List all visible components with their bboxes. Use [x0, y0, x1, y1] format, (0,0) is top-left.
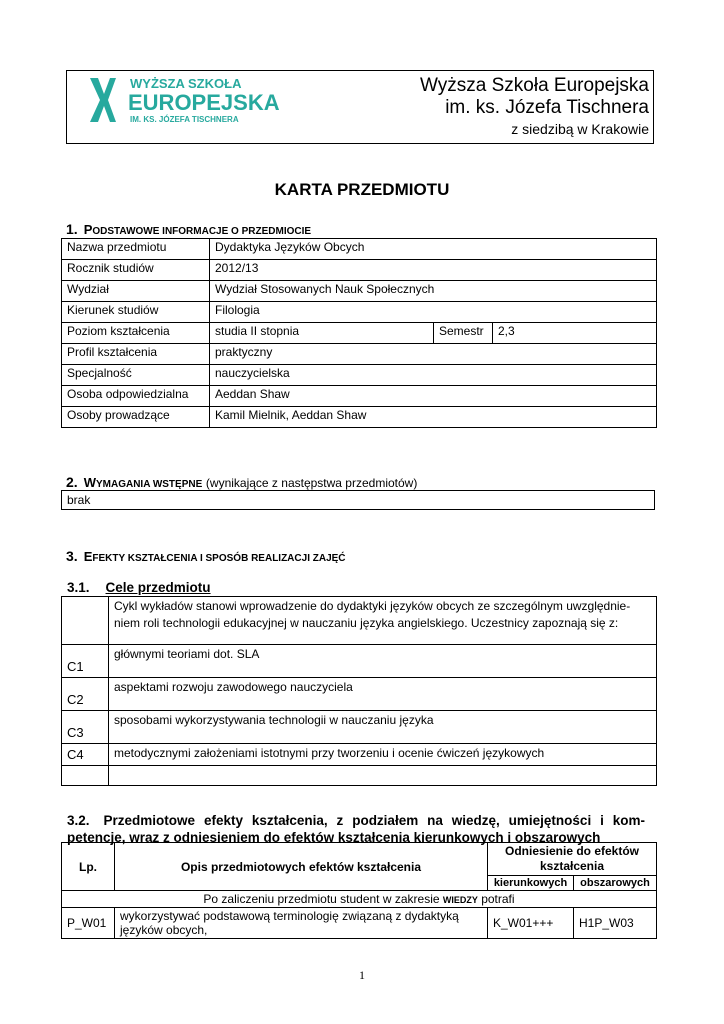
- info-row: [62, 239, 657, 260]
- section3-heading: 3. EFEKTY KSZTAŁCENIA I SPOSÓB REALIZACJI ZAJĘĆ: [66, 548, 346, 564]
- page-title: KARTA PRZEDMIOTU: [274, 180, 450, 199]
- goals-table: [61, 596, 657, 786]
- info-label: Rocznik studiów: [62, 260, 210, 281]
- goal-text: sposobami wykorzystywania technologii w nauczaniu języka: [109, 711, 657, 744]
- info-value: Aeddan Shaw: [210, 386, 657, 407]
- basic-info-table: [61, 238, 657, 428]
- university-logo: [86, 74, 280, 126]
- info-label: Wydział: [62, 281, 210, 302]
- goal-code: C4: [62, 744, 109, 766]
- page-number: 1: [359, 968, 365, 982]
- section32-heading: 3.2. Przedmiotowe efekty kształcenia, z podziałem na wiedzę, umiejętności i kom-petencje, wraz z odniesieniem do efektów kształcenia kierunkowych i obszarowych: [67, 813, 645, 845]
- info-label: Kierunek studiów: [62, 302, 210, 323]
- info-row: [62, 365, 657, 386]
- col-odniesienie-header: Odniesienie do efektów kształcenia: [488, 843, 657, 876]
- logo-line1: WYŻSZA SZKOŁA: [130, 76, 242, 91]
- info-value: 2012/13: [210, 260, 657, 281]
- goal-text: aspektami rozwoju zawodowego nauczyciela: [109, 678, 657, 711]
- outcome-lp: P_W01: [62, 908, 115, 939]
- outcome-row: [62, 908, 657, 939]
- goal-code: C3: [62, 711, 109, 744]
- info-label: Profil kształcenia: [62, 344, 210, 365]
- university-name-line1: Wyższa Szkoła Europejska: [420, 75, 649, 96]
- goal-row: [62, 678, 657, 711]
- learning-outcomes-table: [61, 842, 657, 939]
- info-row: [62, 407, 657, 428]
- info-label: Osoby prowadzące: [62, 407, 210, 428]
- outcome-opis: wykorzystywać podstawową terminologię związaną z dydaktyką języków obcych,: [115, 908, 488, 939]
- logo-line3: IM. KS. JÓZEFA TISCHNERA: [130, 115, 239, 124]
- info-value: Filologia: [210, 302, 657, 323]
- goal-row: [62, 711, 657, 744]
- info-row: [62, 386, 657, 407]
- info-extra-label: Semestr: [434, 323, 493, 344]
- info-value: praktyczny: [210, 344, 657, 365]
- section2-heading: 2. WYMAGANIA WSTĘPNE (wynikające z następstwa przedmiotów): [66, 474, 418, 490]
- info-extra-value: 2,3: [493, 323, 657, 344]
- goal-code: C2: [62, 678, 109, 711]
- info-value: Dydaktyka Języków Obcych: [210, 239, 657, 260]
- university-name-line2: im. ks. Józefa Tischnera: [445, 97, 649, 118]
- info-value: Kamil Mielnik, Aeddan Shaw: [210, 407, 657, 428]
- goal-code: C1: [62, 645, 109, 678]
- info-row: [62, 281, 657, 302]
- outcomes-subheader: Po zaliczeniu przedmiotu student w zakresie WIEDZY potrafi: [62, 891, 657, 908]
- col-obszarowych-header: obszarowych: [574, 876, 657, 891]
- goal-row: [62, 645, 657, 678]
- info-value: Wydział Stosowanych Nauk Społecznych: [210, 281, 657, 302]
- prerequisites-box: brak: [61, 490, 655, 510]
- info-value: studia II stopnia: [210, 323, 434, 344]
- info-label: Nazwa przedmiotu: [62, 239, 210, 260]
- goal-row: [62, 744, 657, 766]
- col-kierunkowych-header: kierunkowych: [488, 876, 574, 891]
- col-opis-header: Opis przedmiotowych efektów kształcenia: [115, 843, 488, 891]
- info-label: Osoba odpowiedzialna: [62, 386, 210, 407]
- info-value: nauczycielska: [210, 365, 657, 386]
- goals-empty-cell: [62, 766, 109, 786]
- university-seat: z siedzibą w Krakowie: [511, 121, 649, 137]
- info-row: [62, 260, 657, 281]
- info-label: Specjalność: [62, 365, 210, 386]
- goals-empty-cell: [109, 766, 657, 786]
- info-label: Poziom kształcenia: [62, 323, 210, 344]
- goals-intro: Cykl wykładów stanowi wprowadzenie do dydaktyki języków obcych ze szczególnym uwzględnie- niem roli technologii edukacyjnej w nauczaniu języka angielskiego. Uczestnicy zapoznają się z:: [109, 597, 657, 645]
- outcome-obszarowe: H1P_W03: [574, 908, 657, 939]
- section1-heading: 1. PODSTAWOWE INFORMACJE O PRZEDMIOCIE: [66, 221, 312, 237]
- info-row: [62, 344, 657, 365]
- goal-text: metodycznymi założeniami istotnymi przy tworzeniu i ocenie ćwiczeń językowych: [109, 744, 657, 766]
- logo-line2: EUROPEJSKA: [128, 90, 280, 115]
- logo-mark: [90, 78, 116, 122]
- goal-text: głównymi teoriami dot. SLA: [109, 645, 657, 678]
- goals-intro-label-cell: [62, 597, 109, 645]
- col-lp-header: Lp.: [62, 843, 115, 891]
- info-row: [62, 323, 657, 344]
- info-row: [62, 302, 657, 323]
- outcome-kierunkowe: K_W01+++: [488, 908, 574, 939]
- section31-heading: 3.1. Cele przedmiotu: [67, 580, 211, 595]
